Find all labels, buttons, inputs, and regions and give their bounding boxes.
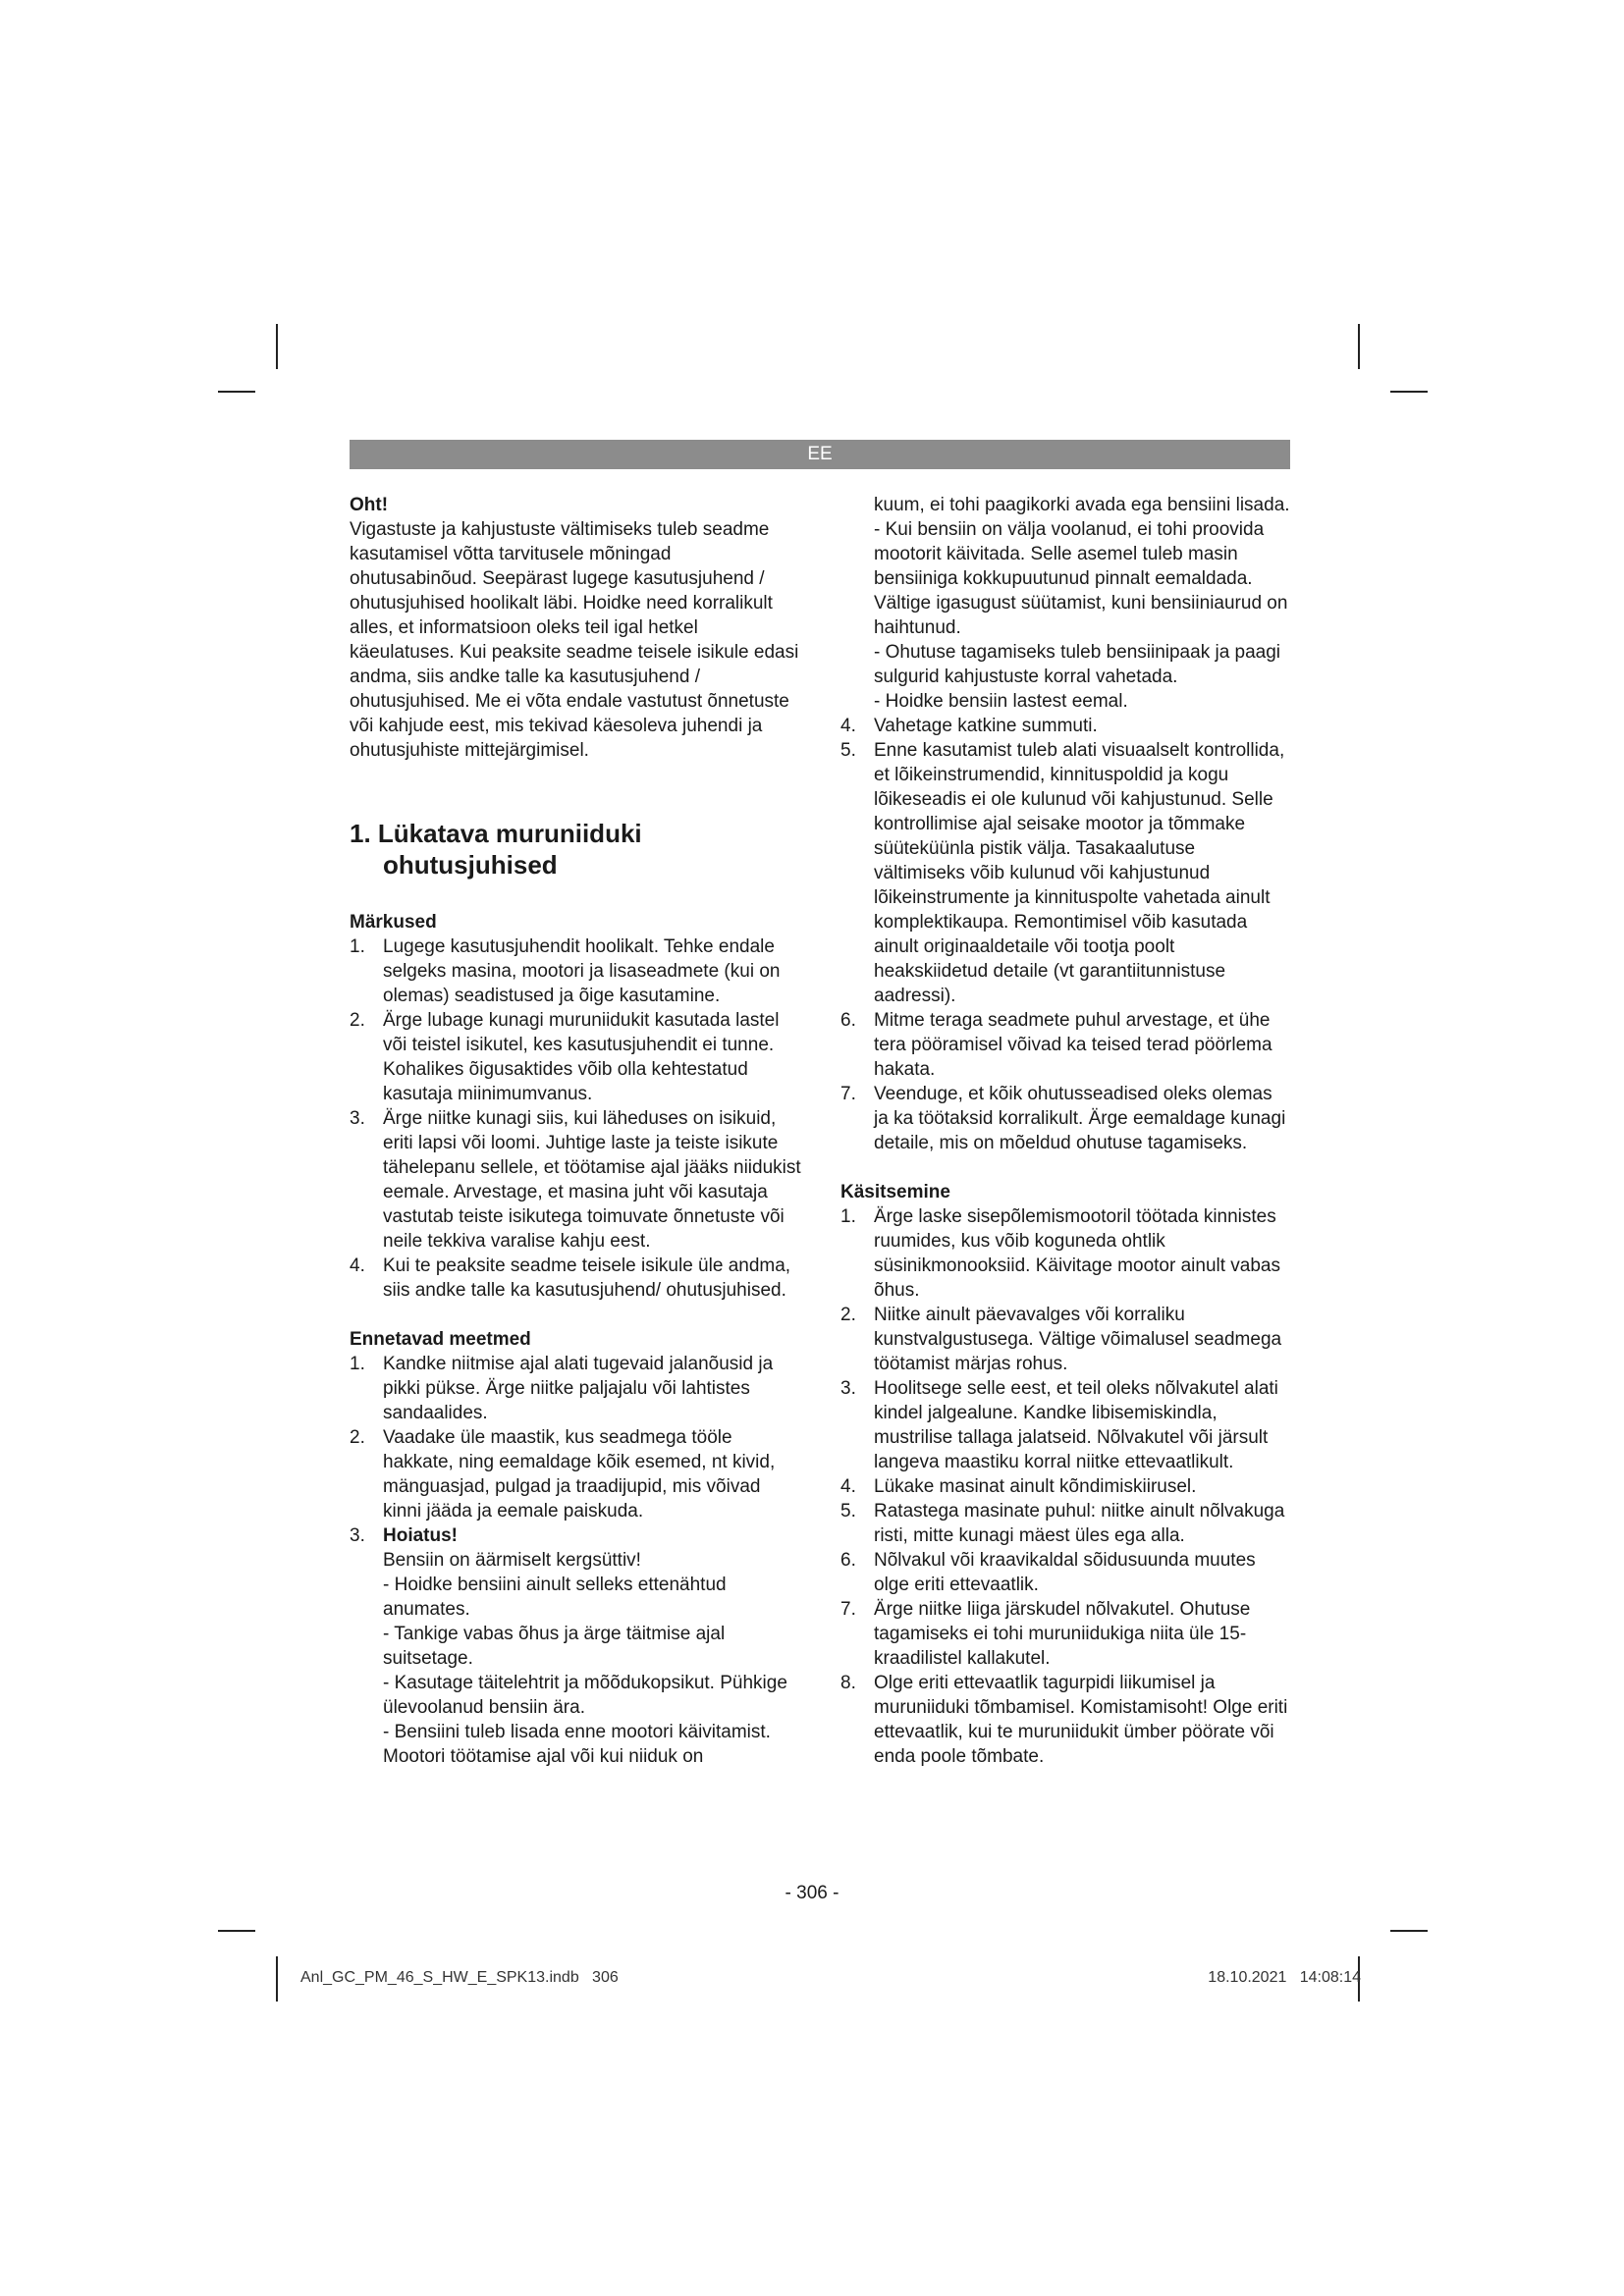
list-item: 2. Ärge lubage kunagi muruniidukit kasutada lastel või teistel isikutel, kes kasutusjuhendit ei tunne. Kohalikes õigusaktides võib olla kehtestatud kasutaja miinimumvanus. bbox=[350, 1010, 780, 1104]
warning-item-title: Hoiatus! bbox=[383, 1525, 458, 1546]
list-item: 4. Lükake masinat ainult kõndimiskiirusel. bbox=[840, 1476, 1197, 1497]
list-item: 1. Lugege kasutusjuhendit hoolikalt. Tehke endale selgeks masina, mootori ja lisaseadmete (kui on olemas) seadistused ja õige kasutamine. bbox=[350, 936, 781, 1006]
list-item: 2. Vaadake üle maastik, kus seadmega tööle hakkate, ning eemaldage kõik esemed, nt kivid, mänguasjad, pulgad ja traadijupid, mis võivad kinni jääda ja eemale paiskuda. bbox=[350, 1427, 776, 1522]
list-item: 4. Vahetage katkine summuti. bbox=[840, 716, 1098, 736]
list-item-warning: 3. Hoiatus! Bensiin on äärmiselt kergsüttiv! - Hoidke bensiini ainult selleks ettenähtud anumates. - Tankige vabas õhus ja ärge täitmise ajal suitsetage. - Kasutage täitelehtrit ja mõõdukopsikut. Pühkige ülevoolanud bensiin ära. - Bensiini tuleb lisada enne mootori käivitamist. Mootori töötamise ajal või kui niiduk on bbox=[350, 1523, 801, 1769]
warning-continuation: kuum, ei tohi paagikorki avada ega bensiini lisada. - Kui bensiin on välja voolanud, ei tohi proovida mootorit käivitada. Selle asemel tuleb masin bensiiniga kokkupuutunud pinnalt eemaldada. Vältige igasugust süütamist, kuni bensiiniaurud on haihtunud. - Ohutuse tagamiseks tuleb bensiinipaak ja paagi sulgurid kahjustuste korral vahetada. - Hoidke bensiin lastest eemal. bbox=[874, 495, 1290, 712]
prevent-list-continued bbox=[840, 714, 1290, 1155]
crop-mark-bottom-left bbox=[276, 1956, 278, 2002]
list-item: 4. Kui te peaksite seadme teisele isikule üle andma, siis andke talle ka kasutusjuhend/ ohutusjuhised. bbox=[350, 1255, 791, 1301]
handling-list bbox=[840, 1204, 1290, 1769]
notes-list bbox=[350, 934, 801, 1303]
chapter-title: 1. Lükatava muruniiduki ohutusjuhised bbox=[350, 819, 642, 880]
list-item: 1. Ärge laske sisepõlemismootoril töötada kinnistes ruumides, kus võib koguneda ohtlik süsinikmonooksiid. Käivitage mootor ainult vabas õhus. bbox=[840, 1206, 1280, 1301]
crop-mark-top-left bbox=[276, 324, 278, 369]
crop-mark-top-right-h bbox=[1390, 391, 1428, 393]
list-item: 8. Olge eriti ettevaatlik tagurpidi liikumisel ja muruniiduki tõmbamisel. Komistamisoht! Olge eriti ettevaatlik, kui te muruniidukit ümber pöörate või enda poole tõmbate. bbox=[840, 1673, 1288, 1767]
list-item: 5. Ratastega masinate puhul: niitke ainult nõlvakuga risti, mitte kunagi mäest üles ega alla. bbox=[840, 1501, 1285, 1546]
left-column bbox=[350, 493, 801, 1769]
crop-mark-bottom-left-h bbox=[218, 1930, 255, 1932]
list-item: 6. Nõlvakul või kraavikaldal sõidusuunda muutes olge eriti ettevaatlik. bbox=[840, 1550, 1256, 1595]
crop-mark-top-left-h bbox=[218, 391, 255, 393]
list-item: 7. Ärge niitke liiga järskudel nõlvakutel. Ohutuse tagamiseks ei tohi muruniidukiga niita üle 15-kraadilistel kallakutel. bbox=[840, 1599, 1251, 1669]
right-column bbox=[840, 493, 1290, 1769]
crop-mark-bottom-right-h bbox=[1390, 1930, 1428, 1932]
crop-mark-top-right bbox=[1358, 324, 1360, 369]
handling-title: Käsitsemine bbox=[840, 1182, 950, 1202]
language-header-bar: EE bbox=[350, 440, 1290, 469]
list-item: 5. Enne kasutamist tuleb alati visuaalselt kontrollida, et lõikeinstrumendid, kinnituspoldid ja kogu lõikeseadis ei ole kulunud või kahjustunud. Selle kontrollimise ajal seisake mootor ja tõmmake süüteküünla pistik välja. Tasakaalutuse vältimiseks võib kulunud või kahjustunud lõikeinstrumente ja kinnituspolte vahetada ainult komplektikaupa. Remontimisel võib kasutada ainult originaaldetaile või tootja poolt heakskiidetud detaile (vt garantiitunnistuse aadressi). bbox=[840, 740, 1285, 1006]
footer-file-info: Anl_GC_PM_46_S_HW_E_SPK13.indb 306 bbox=[300, 1969, 619, 1986]
prevent-list bbox=[350, 1352, 801, 1769]
footer-datetime: 18.10.2021 14:08:14 bbox=[1208, 1969, 1361, 1986]
page-number: - 306 - bbox=[785, 1883, 839, 1903]
list-item: 3. Hoolitsege selle eest, et teil oleks nõlvakutel alati kindel jalgealune. Kandke libisemiskindla, mustrilise tallaga jalatseid. Nõlvakutel või järsult langeva maastiku korral niitke ettevaatlikult. bbox=[840, 1378, 1278, 1472]
list-item: 6. Mitme teraga seadmete puhul arvestage, et ühe tera pööramisel võivad ka teised terad pöörlema hakata. bbox=[840, 1010, 1272, 1080]
warning-text: Vigastuste ja kahjustuste vältimiseks tuleb seadme kasutamisel võtta tarvitusele mõningad ohutusabinõud. Seepärast lugege kasutusjuhend / ohutusjuhised hoolikalt läbi. Hoidke need korralikult alles, et informatsioon oleks teil igal hetkel käeulatuses. Kui peaksite seadme teisele isikule edasi andma, siis andke talle ka kasutusjuhend / ohutusjuhised. Me ei võta endale vastutust õnnetuste või kahjude eest, mis tekivad käesoleva juhendi ja ohutusjuhiste mittejärgimisel. bbox=[350, 519, 799, 761]
list-item: 7. Veenduge, et kõik ohutusseadised oleks olemas ja ka töötaksid korralikult. Ärge eemaldage kunagi detaile, mis on mõeldud ohutuse tagamiseks. bbox=[840, 1084, 1286, 1153]
warning-title: Oht! bbox=[350, 495, 389, 515]
list-item: 2. Niitke ainult päevavalges või korraliku kunstvalgustusega. Vältige võimalusel seadmega töötamist märjas rohus. bbox=[840, 1305, 1282, 1374]
prevent-title: Ennetavad meetmed bbox=[350, 1329, 531, 1350]
list-item: 1. Kandke niitmise ajal alati tugevaid jalanõusid ja pikki pükse. Ärge niitke paljajalu või lahtistes sandaalides. bbox=[350, 1354, 774, 1423]
notes-title: Märkused bbox=[350, 912, 437, 933]
list-item: 3. Ärge niitke kunagi siis, kui läheduses on isikuid, eriti lapsi või loomi. Juhtige laste ja teiste isikute tähelepanu sellele, et töötamise ajal jääks niidukist eemale. Arvestage, et masina juht või kasutaja vastutab teiste isikutega toimuvate õnnetuste või neile tekkiva varalise kahju eest. bbox=[350, 1108, 801, 1252]
